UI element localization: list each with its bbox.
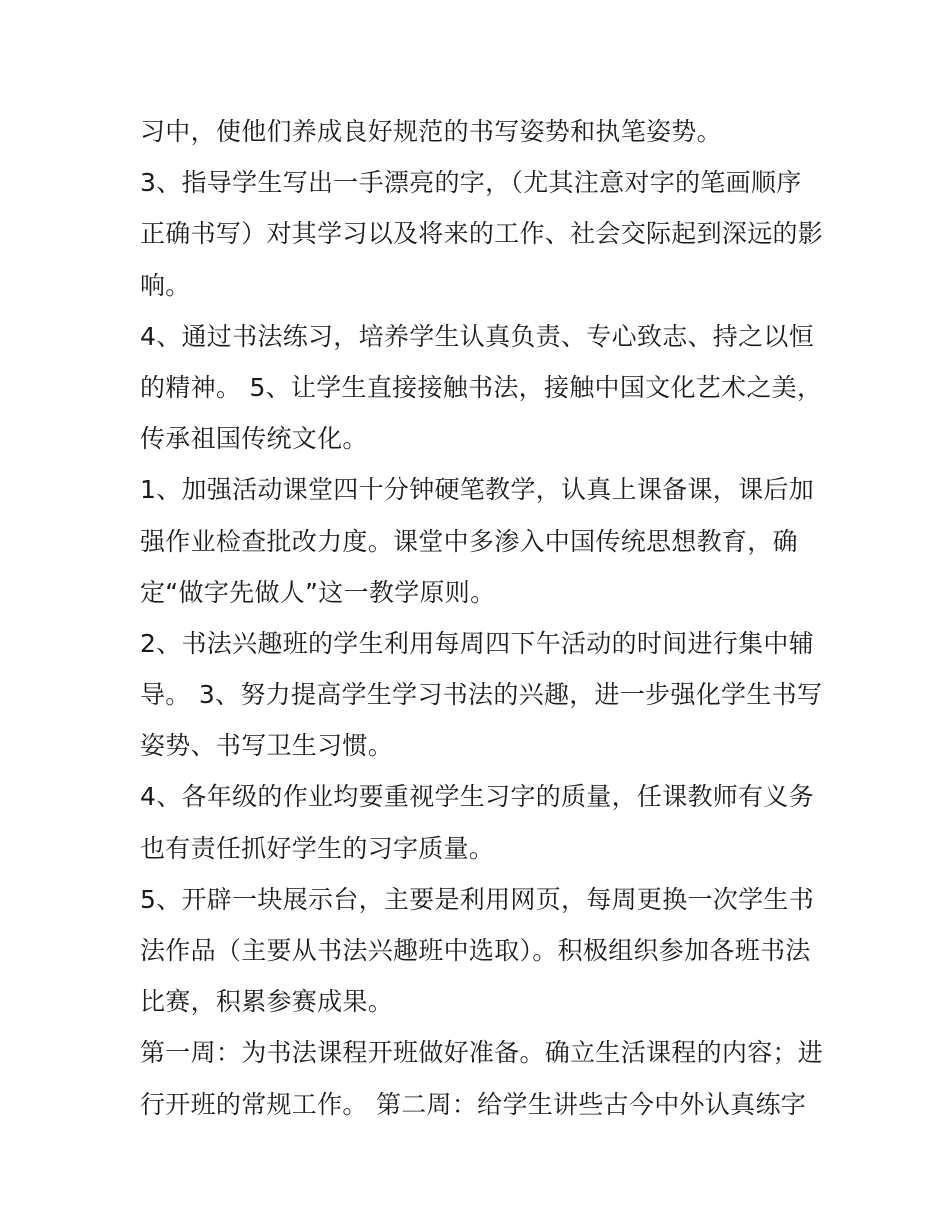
- text-line: 定“做字先做人”这一教学原则。: [140, 577, 496, 607]
- text-line: 比赛，积累参赛成果。: [140, 987, 394, 1017]
- text-line: 3、指导学生写出一手漂亮的字，（尤其注意对字的笔画顺序: [140, 168, 802, 198]
- text-line: 的精神。 5、让学生直接接触书法，接触中国文化艺术之美，: [140, 372, 823, 402]
- text-line: 第一周：为书法课程开班做好准备。确立生活课程的内容；进: [140, 1038, 824, 1068]
- document-body: [140, 106, 824, 1130]
- text-line: 导。 3、努力提高学生学习书法的兴趣，进一步强化学生书写: [140, 680, 823, 710]
- text-line: 法作品（主要从书法兴趣班中选取）。积极组织参加各班书法: [140, 936, 811, 965]
- text-line: 5、开辟一块展示台，主要是利用网页，每周更换一次学生书: [140, 884, 815, 914]
- text-line: 也有责任抓好学生的习字质量。: [140, 833, 495, 863]
- text-line: 4、通过书法练习，培养学生认真负责、专心致志、持之以恒: [140, 321, 815, 351]
- text-line: 姿势、书写卫生习惯。: [140, 731, 394, 761]
- text-line: 2、书法兴趣班的学生利用每周四下午活动的时间进行集中辅: [140, 628, 815, 658]
- text-line: 强作业检查批改力度。课堂中多渗入中国传统思想教育，确: [140, 526, 798, 556]
- text-line: 习中，使他们养成良好规范的书写姿势和执笔姿势。: [140, 117, 722, 146]
- text-line: 4、各年级的作业均要重视学生习字的质量，任课教师有义务: [140, 782, 815, 812]
- text-line: 正确书写）对其学习以及将来的工作、社会交际起到深远的影: [140, 219, 824, 249]
- text-line: 传承祖国传统文化。: [140, 424, 368, 454]
- text-line: 行开班的常规工作。 第二周：给学生讲些古今中外认真练字: [140, 1089, 807, 1119]
- text-line: 响。: [140, 270, 191, 300]
- text-line: 1、加强活动课堂四十分钟硬笔教学，认真上课备课，课后加: [140, 475, 815, 505]
